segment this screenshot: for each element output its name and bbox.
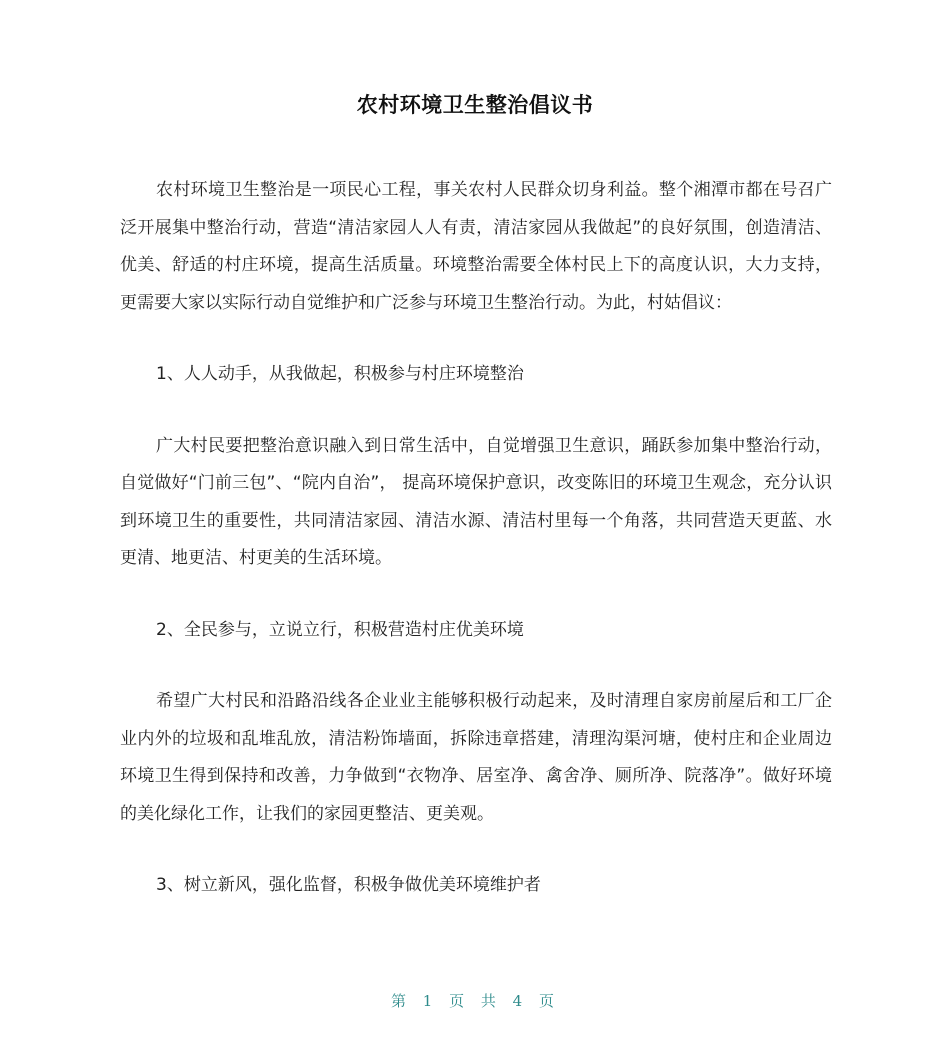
document-body xyxy=(120,172,832,905)
intro-paragraph: 农村环境卫生整治是一项民心工程，事关农村人民群众切身利益。整个湘潭市都在号召广泛开展集中整治行动，营造“清洁家园人人有责，清洁家园从我做起”的良好氛围，创造清洁、优美、舒适的村庄环境，提高生活质量。环境整治需要全体村民上下的高度认识，大力支持，更需要大家以实际行动自觉维护和广泛参与环境卫生整治行动。为此，村姑倡议： xyxy=(120,180,832,313)
paragraph-spacer xyxy=(120,578,832,612)
paragraph-spacer xyxy=(120,833,832,867)
document-title: 农村环境卫生整治倡议书 xyxy=(356,93,594,117)
page-number-footer: 第 1 页 共 4 页 xyxy=(391,992,559,1010)
section-heading-2: 2、全民参与，立说立行，积极营造村庄优美环境 xyxy=(156,619,524,640)
section-heading-1: 1、人人动手，从我做起，积极参与村庄环境整治 xyxy=(156,364,524,384)
section-body-2: 希望广大村民和沿路沿线各企业业主能够积极行动起来，及时清理自家房前屋后和工厂企业内外的垃圾和乱堆乱放，清洁粉饰墙面，拆除违章搭建，清理沟渠河塘，使村庄和企业周边环境卫生得到保持和改善，力争做到“衣物净、居室净、禽舍净、厕所净、院落净”。做好环境的美化绿化工作，让我们的家园更整洁、更美观。 xyxy=(120,691,832,824)
section-heading-3: 3、树立新风，强化监督，积极争做优美环境维护者 xyxy=(156,875,541,895)
paragraph-spacer xyxy=(120,394,832,428)
paragraph-spacer xyxy=(120,322,832,356)
section-body-1: 广大村民要把整治意识融入到日常生活中，自觉增强卫生意识，踊跃参加集中整治行动，自觉做好“门前三包”、“院内自治”， 提高环境保护意识，改变陈旧的环境卫生观念，充分认识到环境卫生的重要性，共同清洁家园、清洁水源、清洁村里每一个角落，共同营造天更蓝、水更清、地更洁、村更美的生活环境。 xyxy=(120,435,832,568)
paragraph-spacer xyxy=(120,649,832,683)
